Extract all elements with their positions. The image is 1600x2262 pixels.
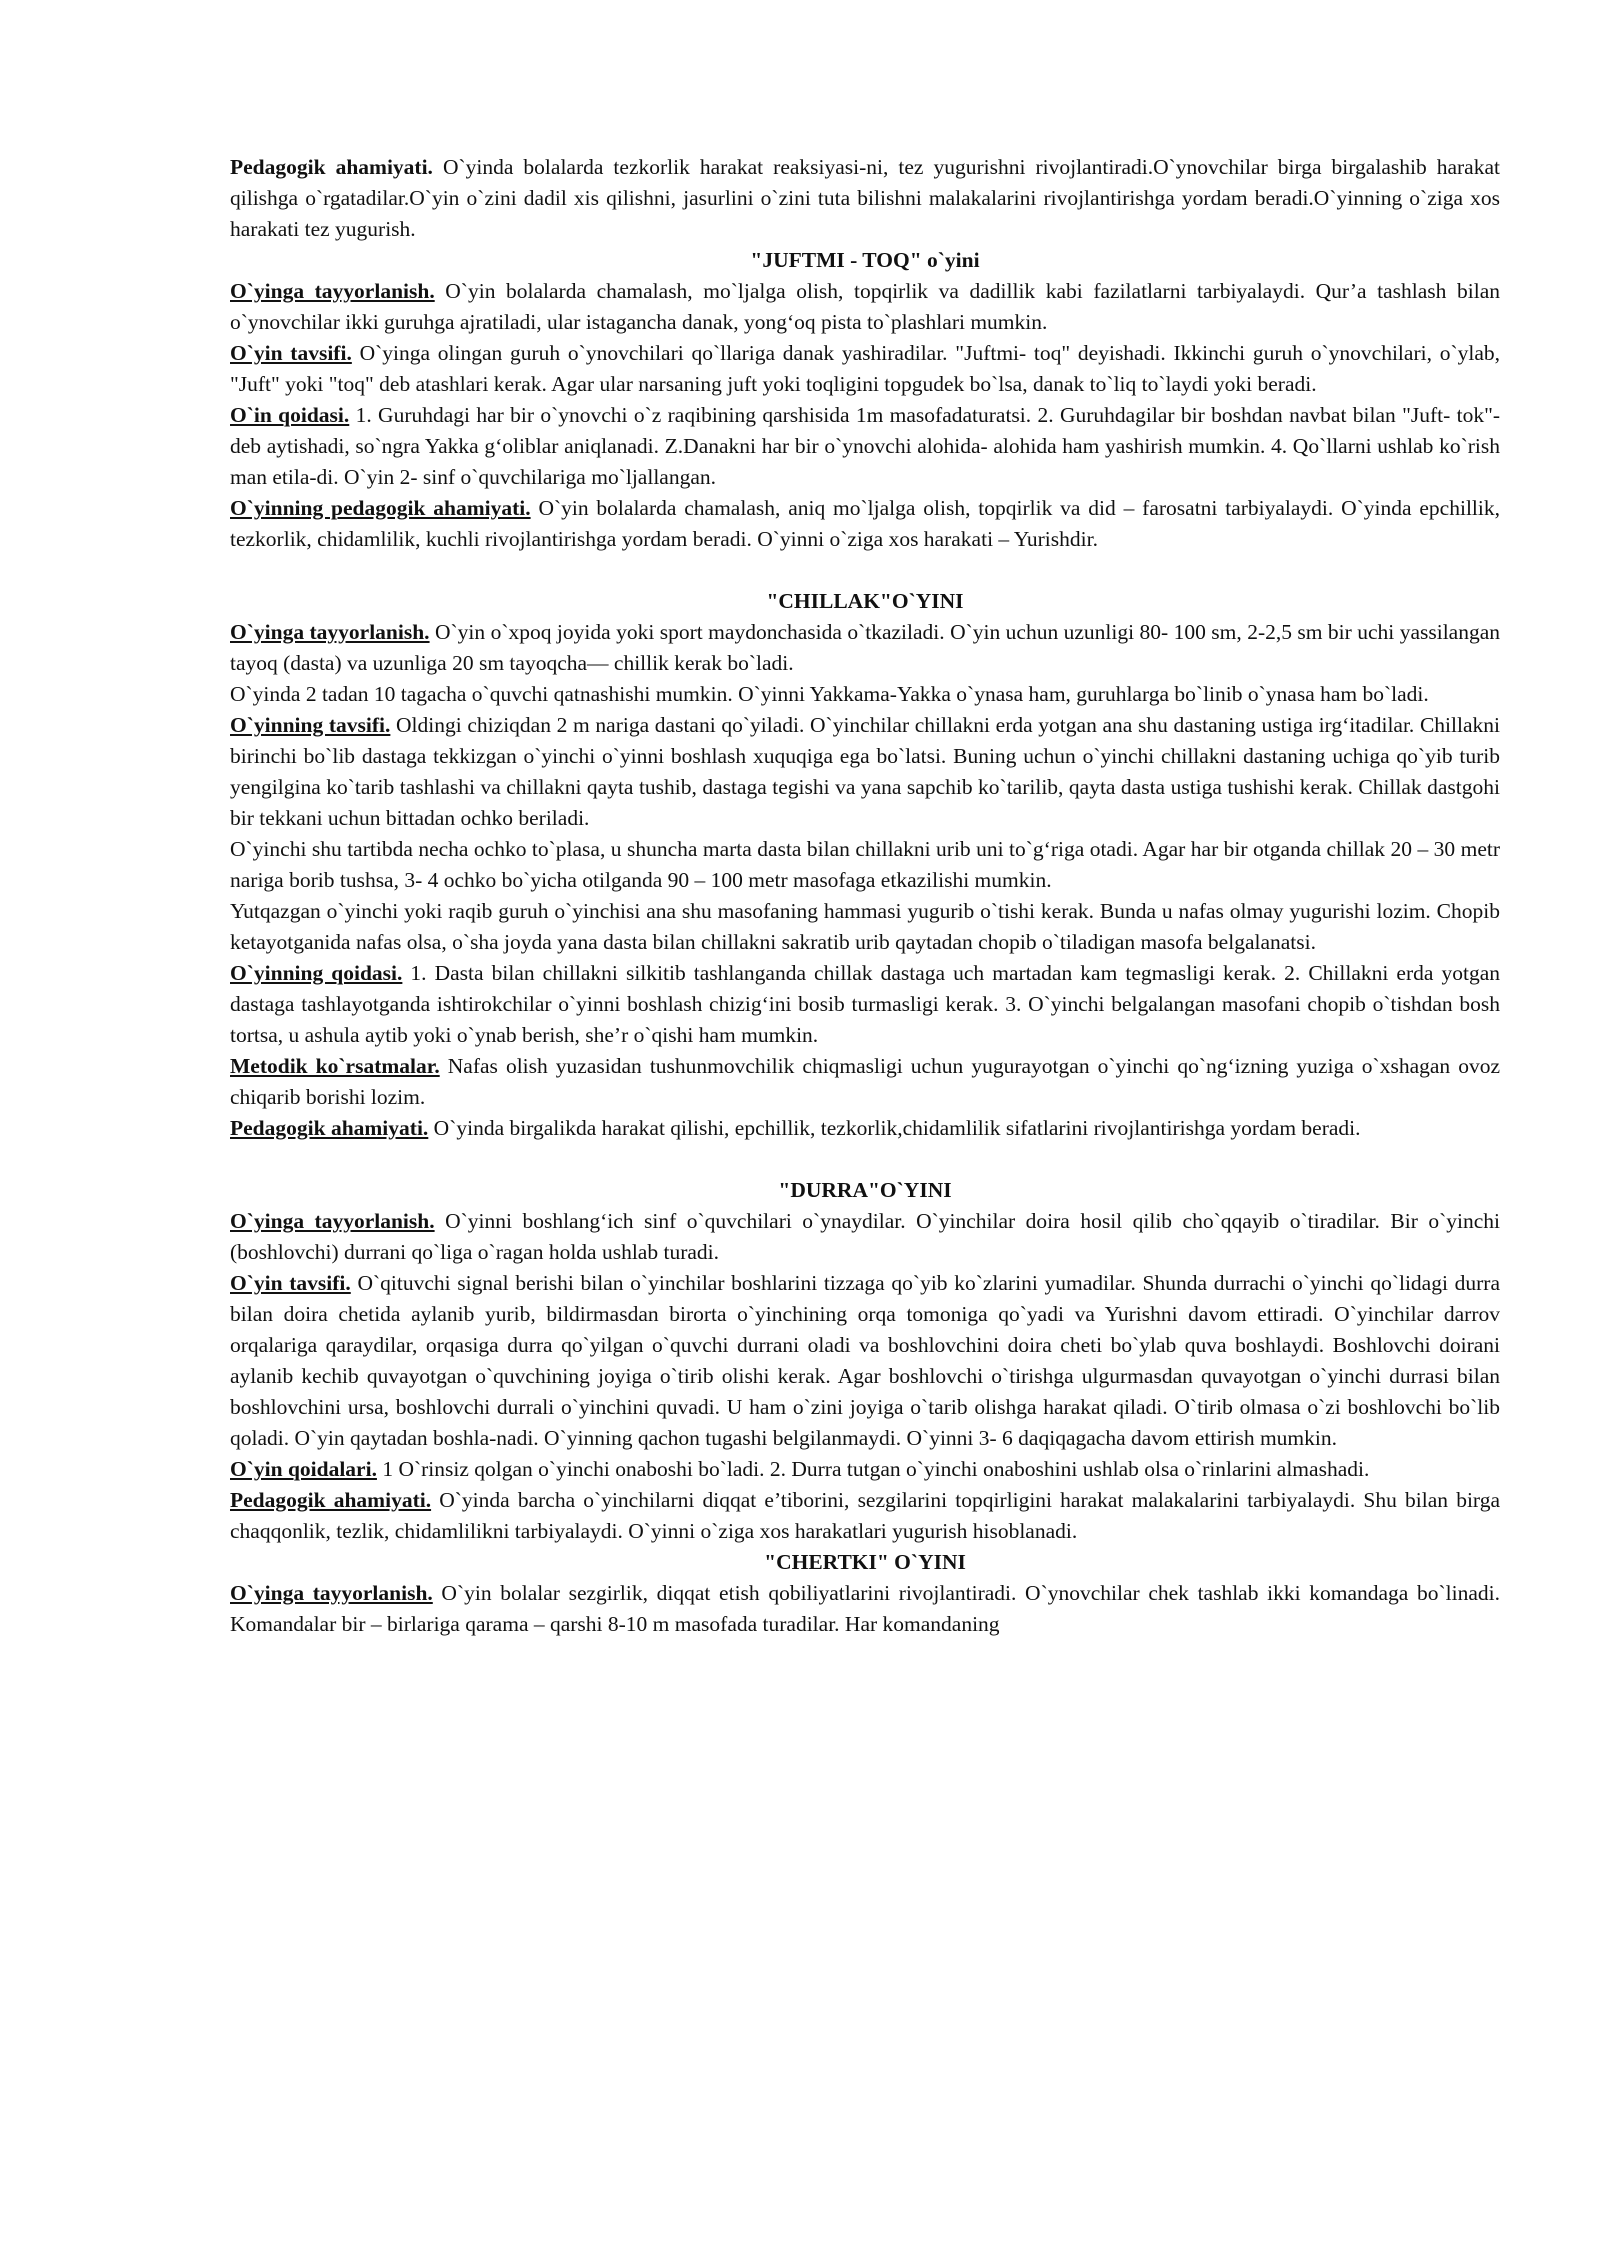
section-spacer: [230, 1144, 1500, 1175]
paragraph: [230, 1206, 1500, 1268]
paragraph-text: O`yin o`xpoq joyida yoki sport maydonchasida o`tkaziladi. O`yin uchun uzunligi 80- 100 sm, 2-2,5 sm bir uchi yassilangan tayoq (dasta) va uzunliga 20 sm tayoqcha— chillik kerak bo`ladi.: [230, 620, 1501, 675]
paragraph-text: O`yinni boshlang‘ich sinf o`quvchilari o`ynaydilar. O`yinchilar doira hosil qilib cho`qqayib o`tiradilar. Bir o`yinchi (boshlovchi) durrani qo`liga o`ragan holda ushlab turadi.: [230, 1209, 1500, 1264]
paragraph: [230, 400, 1500, 493]
paragraph-text: O`qituvchi signal berishi bilan o`yinchilar boshlarini tizzaga qo`yib ko`zlarini yumadilar. Shunda durrachi o`yinchi qo`lidagi durra bilan doira chetida aylanib yurib, bildirmasdan birorta o`yinchining orqa tomoniga qo`yadi va Yurishni davom ettiradi. O`yinchilar darrov orqalariga qaraydilar, orqasiga durra qo`yilgan o`quvchi durrani oladi va boshlovchini doira cheti bo`ylab quva boshlaydi. Boshlovchi doirani aylanib kechib quvayotgan o`quvchining joyiga o`tirib olishi kerak. Agar boshlovchi o`tirishga ulgurmasdan quvayotgan o`yinchi durrasi bilan boshlovchini ursa, boshlovchi durrali o`yinchini quvadi. U ham o`zini joyiga o`tarib olishga harakat qiladi. O`tirib olmasa o`zi boshlovchi bo`lib qoladi. O`yin qaytadan boshla-nadi. O`yinning qachon tugashi belgilanmaydi. O`yinni 3- 6 daqiqagacha davom ettirish mumkin.: [230, 1271, 1500, 1450]
paragraph-text: Oldingi chiziqdan 2 m nariga dastani qo`yiladi. O`yinchilar chillakni erda yotgan ana shu dastaning ustiga irg‘itadilar. Chillakni birinchi bo`lib dastaga tekkizgan o`yinchi o`yinni boshlash xuquqiga ega bo`latsi. Buning uchun o`yinchi chillakni dastaning uchiga qo`yib turib yengilgina ko`tarib tashlashi va chillakni qayta tushib, dastaga tegishi va yana sapchib ko`tarilib, qayta dasta ustiga tushishi kerak. Chillak dastgohi bir tekkani uchun bittadan ochko beriladi.: [230, 713, 1500, 830]
paragraph-label: O`yin tavsifi.: [230, 1271, 351, 1295]
paragraph: [230, 1485, 1500, 1547]
paragraph-text: O`yinda bolalarda tezkorlik harakat reaksiyasi-ni, tez yugurishni rivojlantiradi.O`ynovchilar birga birgalashib harakat qilishga o`rgatadilar.O`yin o`zini dadil xis qilishni, jasurlini o`zini tuta bilishni malakalarini rivojlantirishga yordam beradi.O`yinning o`ziga xos harakati tez yugurish.: [230, 155, 1500, 241]
paragraph-text: O`yin bolalar sezgirlik, diqqat etish qobiliyatlarini rivojlantiradi. O`ynovchilar chek tashlab ikki komandaga bo`linadi. Komandalar bir – birlariga qarama – qarshi 8-10 m masofada turadilar. Har komandaning: [230, 1581, 1500, 1636]
paragraph: [230, 834, 1500, 896]
paragraph-text: 1. Dasta bilan chillakni silkitib tashlanganda chillak dastaga uch martadan kam tegmasligi kerak. 2. Chillakni erda yotgan dastaga tashlayotganda ishtirokchilar o`yinni boshlash chizig‘ini bosib turmasligi kerak. 3. O`yinchi belgalangan masofani chopib o`tishdan bosh tortsa, u ashula aytib yoki o`ynab berish, she’r o`qishi ham mumkin.: [230, 961, 1500, 1047]
section-title: "CHILLAK"O`YINI: [766, 589, 964, 613]
paragraph-text: O`yinga olingan guruh o`ynovchilari qo`llariga danak yashiradilar. "Juftmi- toq" deyishadi. Ikkinchi guruh o`ynovchilari, o`ylab, "Juft" yoki "toq" deb atashlari kerak. Agar ular narsaning juft yoki toqligini topgudek bo`lsa, danak to`liq to`laydi yoki beradi.: [230, 341, 1500, 396]
paragraph-label: Pedagogik ahamiyati.: [230, 1116, 429, 1140]
paragraph-label: O`yinga tayyorlanish.: [230, 279, 435, 303]
paragraph: [230, 1578, 1500, 1640]
paragraph: [230, 1268, 1500, 1454]
paragraph-label: Metodik ko`rsatmalar.: [230, 1054, 440, 1078]
paragraph-text: Nafas olish yuzasidan tushunmovchilik chiqmasligi uchun yugurayotgan o`yinchi qo`ng‘izning yuziga o`xshagan ovoz chiqarib borishi lozim.: [230, 1054, 1500, 1109]
paragraph-label: O`yinning tavsifi.: [230, 713, 391, 737]
paragraph-text: Yutqazgan o`yinchi yoki raqib guruh o`yinchisi ana shu masofaning hammasi yugurib o`tishi kerak. Bunda u nafas olmay yugurishi lozim. Chopib ketayotganida nafas olsa, o`sha joyda yana dasta bilan chillakni sakratib urib qaytadan chopib o`tiladigan masofa belgalanatsi.: [230, 899, 1500, 954]
paragraph: [230, 493, 1500, 555]
paragraph-label: O`in qoidasi.: [230, 403, 350, 427]
paragraph-label: O`yinning qoidasi.: [230, 961, 403, 985]
paragraph-text: 1 O`rinsiz qolgan o`yinchi onaboshi bo`ladi. 2. Durra tutgan o`yinchi onaboshini ushlab olsa o`rinlarini almashadi.: [376, 1457, 1370, 1481]
section-spacer: [230, 555, 1500, 586]
section-title: "DURRA"O`YINI: [778, 1178, 952, 1202]
paragraph: [230, 152, 1500, 245]
paragraph-label: O`yinning pedagogik ahamiyati.: [230, 496, 531, 520]
paragraph-text: O`yin bolalarda chamalash, mo`ljalga olish, topqirlik va dadillik kabi fazilatlarni tarbiyalaydi. Qur’a tashlash bilan o`ynovchilar ikki guruhga ajratiladi, ular istagancha danak, yong‘oq pista to`plashlari mumkin.: [230, 279, 1500, 334]
paragraph: [230, 1454, 1500, 1485]
paragraph-label: O`yin qoidalari.: [230, 1457, 377, 1481]
paragraph-text: O`yinchi shu tartibda necha ochko to`plasa, u shuncha marta dasta bilan chillakni urib uni to`g‘riga otadi. Agar har bir otganda chillak 20 – 30 metr nariga borib tushsa, 3- 4 ochko bo`yicha otilganda 90 – 100 metr masofaga etkazilishi mumkin.: [230, 837, 1500, 892]
paragraph-label: Pedagogik ahamiyati.: [230, 1488, 432, 1512]
paragraph: [230, 276, 1500, 338]
section-title: "JUFTMI - TOQ" o`yini: [750, 248, 980, 272]
paragraph: [230, 1051, 1500, 1113]
paragraph: [230, 710, 1500, 834]
paragraph-label: O`yinga tayyorlanish.: [230, 1209, 435, 1233]
paragraph: [230, 617, 1500, 679]
paragraph-text: O`yinda barcha o`yinchilarni diqqat e’tiborini, sezgilarini topqirligini harakat malakalarini tarbiyalaydi. Shu bilan birga chaqqonlik, tezlik, chidamlilikni tarbiyalaydi. O`yinni o`ziga xos harakatlari yugurish hisoblanadi.: [230, 1488, 1500, 1543]
paragraph-label: O`yinga tayyorlanish.: [230, 1581, 433, 1605]
paragraph: [230, 958, 1500, 1051]
paragraph: [230, 1113, 1500, 1144]
paragraph: [230, 896, 1500, 958]
paragraph-label: Pedagogik ahamiyati.: [230, 155, 433, 179]
section-title: "CHERTKI" O`YINI: [764, 1550, 966, 1574]
paragraph-text: O`yin bolalarda chamalash, aniq mo`ljalga olish, topqirlik va did – farosatni tarbiyalaydi. O`yinda epchillik, tezkorlik, chidamlilik, kuchli rivojlantirishga yordam beradi. O`yinni o`ziga xos harakati – Yurishdir.: [230, 496, 1500, 551]
paragraph: [230, 679, 1500, 710]
paragraph-text: 1. Guruhdagi har bir o`ynovchi o`z raqibining qarshisida 1m masofadaturatsi. 2. Guruhdagilar bir boshdan navbat bilan "Juft- tok"-deb aytishadi, so`ngra Yakka g‘oliblar aniqlanadi. Z.Danakni har bir o`ynovchi alohida- alohida ham yashirish mumkin. 4. Qo`llarni ushlab ko`rish man etila-di. O`yin 2- sinf o`quvchilariga mo`ljallangan.: [230, 403, 1501, 489]
document-page: [230, 152, 1500, 1640]
paragraph-text: O`yinda 2 tadan 10 tagacha o`quvchi qatnashishi mumkin. O`yinni Yakkama-Yakka o`ynasa ham, guruhlarga bo`linib o`ynasa ham bo`ladi.: [230, 682, 1429, 706]
paragraph-label: O`yin tavsifi.: [230, 341, 352, 365]
paragraph: [230, 338, 1500, 400]
paragraph-label: O`yinga tayyorlanish.: [230, 620, 430, 644]
paragraph-text: O`yinda birgalikda harakat qilishi, epchillik, tezkorlik,chidamlilik sifatlarini rivojlantirishga yordam beradi.: [428, 1116, 1361, 1140]
